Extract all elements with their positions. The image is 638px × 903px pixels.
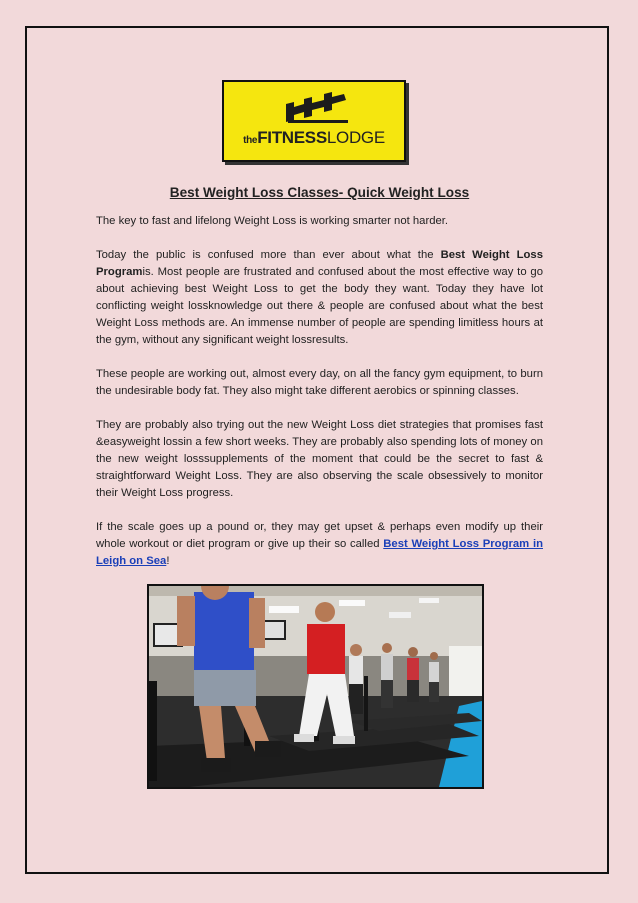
paragraph-5-lead: If the scale goes up a pound or, they may get upset & perhaps even modify up their whole workout or diet program or give up their so called	[96, 521, 543, 550]
paragraph-3-text: These people are working out, almost every day, on all the fancy gym equipment, to burn the undesirable body fat. They also might take different aerobics or spinning classes.	[96, 368, 543, 397]
logo-fitness: FITNESS	[257, 128, 327, 147]
paragraph-5	[96, 519, 543, 570]
best-weight-loss-program-link[interactable]: Best Weight Loss Program in Leigh on Sea	[96, 538, 543, 567]
logo-wordmark	[224, 128, 404, 148]
paragraph-3	[96, 366, 543, 400]
logo-the: the	[243, 135, 258, 146]
article-title: Best Weight Loss Classes- Quick Weight Loss	[169, 185, 470, 200]
paragraph-1	[96, 213, 543, 230]
logo-dumbbell-icon	[224, 82, 404, 160]
paragraph-2	[96, 247, 543, 349]
gym-treadmill-photo	[147, 584, 484, 789]
treadmill-scene-image	[149, 586, 482, 787]
article-body	[96, 184, 543, 587]
paragraph-5-end: !	[166, 555, 170, 567]
paragraph-1-text: The key to fast and lifelong Weight Loss is working smarter not harder.	[96, 215, 449, 227]
paragraph-2-lead: Today the public is confused more than ever about what the	[96, 249, 441, 261]
paragraph-2-rest: is. Most people are frustrated and confused about the most effective way to go about achieving best Weight Loss to get the body they want. Today they have lot conflicting weight lossknowledge out there & people are confused about what the best Weight Loss methods are. An immense number of people are spending limitless hours at the gym, without any significant weight lossresults.	[96, 266, 543, 346]
paragraph-4-text: They are probably also trying out the new Weight Loss diet strategies that promises fast &easyweight lossin a few short weeks. They are probably also spending lots of money on the new weight losssupplements of the moment that could be the secret to fast & straightforward Weight Loss. They are also observing the scale obsessively to monitor their Weight Loss progress.	[96, 419, 543, 499]
paragraph-2-bold: Best Weight Loss Program	[96, 249, 543, 278]
fitness-lodge-logo	[222, 80, 406, 162]
paragraph-4	[96, 417, 543, 502]
logo-lodge: LODGE	[326, 128, 385, 147]
